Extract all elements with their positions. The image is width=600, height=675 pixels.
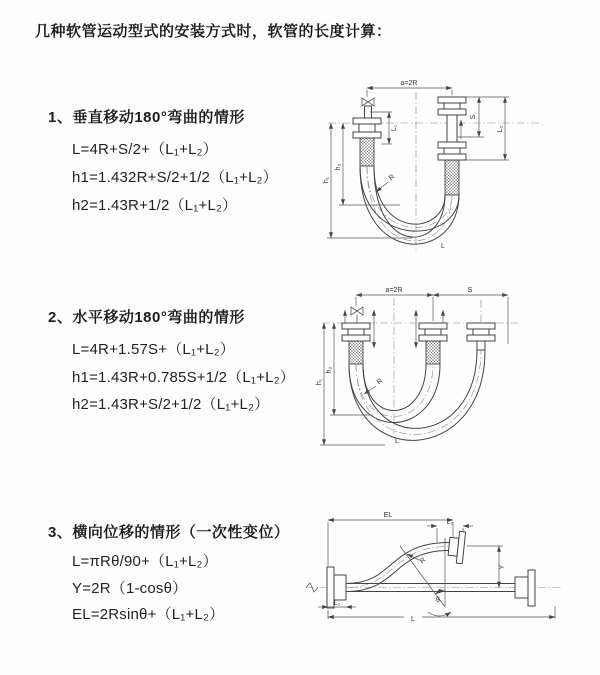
s-curve-hose [346,543,449,592]
section2-formula-h2: h2=1.43R+S/2+1/2（L₁+L₂） [72,396,270,413]
displaced-flange [447,530,465,563]
radius-label: R [387,173,397,183]
braided-hose-section [360,138,374,166]
length-label: L [395,438,399,445]
radius-label: R [418,556,428,566]
diagram-vertical-180-bend [312,72,600,260]
u-bend-hose-shifted [349,350,485,440]
section1-heading: 1、垂直移动180°弯曲的情形 [48,109,245,126]
diagram-lateral-displacement [300,498,600,635]
section3-formula-Y: Y=2R（1-cosθ） [72,580,188,597]
dim-s-label: S [467,287,473,294]
dim-h1-label: h₁ [316,378,323,386]
left-flange-fitting [342,323,370,364]
dim-el-label: EL [383,512,393,519]
dim-l2-label: L₂ [446,519,454,526]
diagram-horizontal-180-bend [310,282,600,452]
radius-label: R [375,377,385,387]
angle-construction [400,538,451,616]
page-title: 几种软管运动型式的安装方式时，软管的长度计算： [35,23,392,40]
braided-hose-section [445,160,459,195]
dim-s-label: S [470,114,477,120]
dim-h2-label: h₂ [326,366,333,374]
section2-formula-L: L=4R+1.57S+（L₁+L₂） [72,341,235,358]
dim-y-label: Y [499,564,506,570]
right-flange [515,570,535,606]
valve-bowtie-icon [362,98,374,106]
dim-h1-label: h₁ [323,176,330,184]
dim-l1-label: L₁ [391,124,398,132]
middle-flange-fitting [419,323,447,364]
length-label: L [411,616,415,623]
section1-formula-h2: h2=1.43R+1/2（L₁+L₂） [72,197,238,214]
dim-l1-label: L₁ [333,600,341,607]
valve-bowtie-icon [351,307,363,315]
right-flange-fitting [438,97,466,195]
section3-formula-L: L=πRθ/90+（L₁+L₂） [72,553,218,570]
angle-theta-label: θ [436,597,440,604]
section3-heading: 3、横向位移的情形（一次性变位） [48,524,290,541]
dim-l2-label: L₂ [497,125,504,133]
dim-a2r-label: a=2R [400,80,418,87]
dim-h2-label: h₂ [335,163,342,171]
dim-a2r-label: a=2R [385,287,403,294]
length-label: L [441,243,445,250]
section2-heading: 2、水平移动180°弯曲的情形 [48,309,245,326]
shifted-flange-fitting [467,323,495,350]
section1-formula-h1: h1=1.432R+S/2+1/2（L₁+L₂） [72,169,278,186]
section3-formula-EL: EL=2Rsinθ+（L₁+L₂） [72,606,225,623]
section2-formula-h1: h1=1.43R+0.785S+1/2（L₁+L₂） [72,369,295,386]
section1-formula-L: L=4R+S/2+（L₁+L₂） [72,141,218,158]
left-flange-fitting [353,118,381,166]
